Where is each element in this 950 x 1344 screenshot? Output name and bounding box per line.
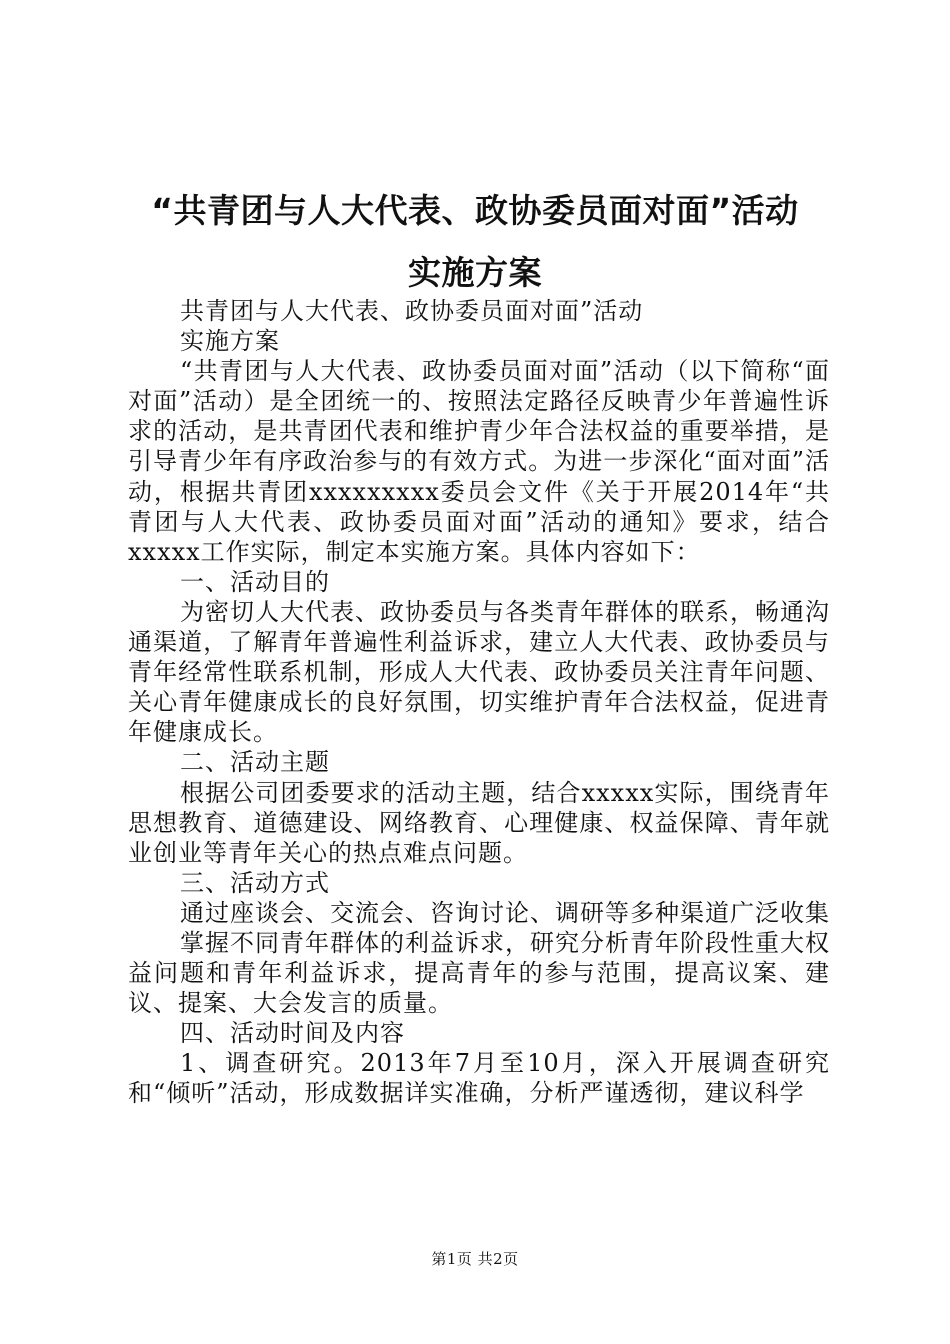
section-heading-theme: 二、活动主题 <box>180 748 330 777</box>
schedule-paragraph-1: 1、调查研究。2013年7月至10月，深入开展调查研究和“倾听”活动，形成数据详实准确，分析严谨透彻，建议科学 <box>128 1049 830 1108</box>
document-title-line-1: “共青团与人大代表、政协委员面对面”活动 <box>151 191 799 230</box>
section-heading-schedule: 四、活动时间及内容 <box>180 1019 405 1048</box>
method-paragraph-1: 通过座谈会、交流会、咨询讨论、调研等多种渠道广泛收集 <box>180 898 830 927</box>
subtitle-line-2: 实施方案 <box>180 327 280 356</box>
intro-paragraph: “共青团与人大代表、政协委员面对面”活动（以下简称“面对面”活动）是全团统一的、按照法定路径反映青少年普遍性诉求的活动，是共青团代表和维护青少年合法权益的重要举措，是引导青少年有序政治参与的有效方式。为进一步深化“面对面”活动，根据共青团xxxxxxxxx委员会文件《关于开展2014年“共青团与人大代表、政协委员面对面”活动的通知》要求，结合xxxxx工作实际，制定本实施方案。具体内容如下： <box>128 357 830 566</box>
section-heading-purpose: 一、活动目的 <box>180 567 330 596</box>
page-footer: 第1页 共2页 <box>431 1250 519 1268</box>
purpose-paragraph: 为密切人大代表、政协委员与各类青年群体的联系，畅通沟通渠道，了解青年普遍性利益诉求，建立人大代表、政协委员与青年经常性联系机制，形成人大代表、政协委员关注青年问题、关心青年健康成长的良好氛围，切实维护青年合法权益，促进青年健康成长。 <box>128 597 830 747</box>
section-heading-method: 三、活动方式 <box>180 868 330 897</box>
subtitle-line-1: 共青团与人大代表、政协委员面对面”活动 <box>180 297 644 325</box>
document-title-line-2: 实施方案 <box>408 253 542 292</box>
theme-paragraph: 根据公司团委要求的活动主题，结合xxxxx实际，围绕青年思想教育、道德建设、网络教育、心理健康、权益保障、青年就业创业等青年关心的热点难点问题。 <box>128 778 830 867</box>
document-body <box>128 296 830 1109</box>
method-paragraph-2: 掌握不同青年群体的利益诉求，研究分析青年阶段性重大权益问题和青年利益诉求，提高青年的参与范围，提高议案、建议、提案、大会发言的质量。 <box>128 928 830 1018</box>
